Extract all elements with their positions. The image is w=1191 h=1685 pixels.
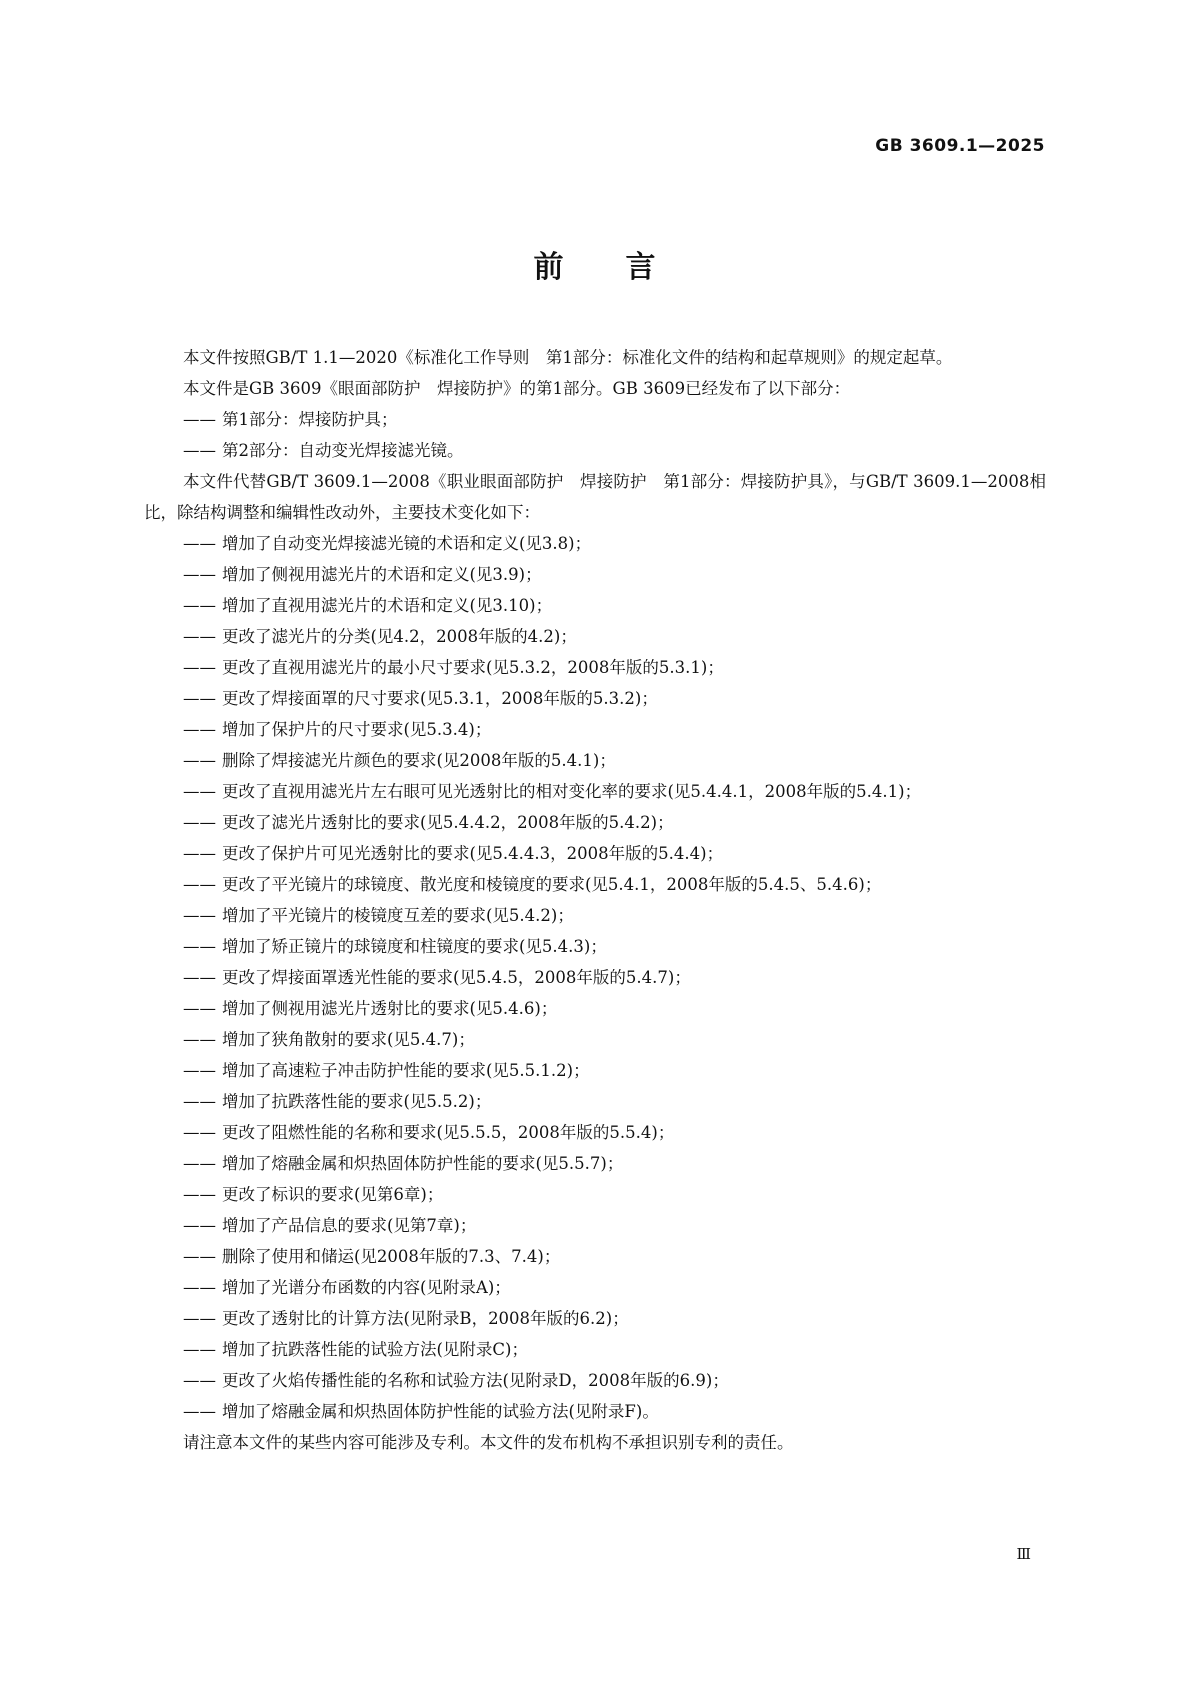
list-item: —— 更改了标识的要求(见第6章)；	[183, 1185, 444, 1204]
paragraph-patent-notice: 请注意本文件的某些内容可能涉及专利。本文件的发布机构不承担识别专利的责任。	[183, 1433, 794, 1452]
list-item: —— 更改了火焰传播性能的名称和试验方法(见附录D，2008年版的6.9)；	[183, 1371, 729, 1390]
title-char-2: 言	[625, 250, 658, 285]
list-item: —— 增加了矫正镜片的球镜度和柱镜度的要求(见5.4.3)；	[183, 937, 607, 956]
list-item: —— 第1部分：焊接防护具；	[183, 410, 398, 429]
list-item: —— 更改了平光镜片的球镜度、散光度和棱镜度的要求(见5.4.1，2008年版的5.4.5、5.4.6)；	[183, 875, 882, 894]
foreword-body	[144, 342, 1046, 1458]
list-item: —— 增加了狭角散射的要求(见5.4.7)；	[183, 1030, 475, 1049]
list-item: —— 增加了高速粒子冲击防护性能的要求(见5.5.1.2)；	[183, 1061, 590, 1080]
paragraph-replacement: 本文件代替GB/T 3609.1—2008《职业眼面部防护 焊接防护 第1部分：焊接防护具》，与GB/T 3609.1—2008相比，除结构调整和编辑性改动外，主要技术变化如下：	[144, 472, 1046, 522]
list-item: —— 增加了产品信息的要求(见第7章)；	[183, 1216, 477, 1235]
title-char-1: 前	[533, 250, 566, 285]
list-item: —— 增加了自动变光焊接滤光镜的术语和定义(见3.8)；	[183, 534, 592, 553]
list-item: —— 更改了滤光片透射比的要求(见5.4.4.2，2008年版的5.4.2)；	[183, 813, 674, 832]
list-item: —— 更改了透射比的计算方法(见附录B，2008年版的6.2)；	[183, 1309, 629, 1328]
list-item: —— 增加了熔融金属和炽热固体防护性能的试验方法(见附录F)。	[183, 1402, 659, 1421]
list-item: —— 第2部分：自动变光焊接滤光镜。	[183, 441, 464, 460]
list-item: —— 更改了阻燃性能的名称和要求(见5.5.5，2008年版的5.5.4)；	[183, 1123, 675, 1142]
list-item: —— 更改了焊接面罩透光性能的要求(见5.4.5，2008年版的5.4.7)；	[183, 968, 691, 987]
page-title	[0, 242, 1191, 286]
standard-code: GB 3609.1—2025	[875, 136, 1045, 156]
list-item: —— 增加了直视用滤光片的术语和定义(见3.10)；	[183, 596, 553, 615]
list-item: —— 更改了直视用滤光片左右眼可见光透射比的相对变化率的要求(见5.4.4.1，2008年版的5.4.1)；	[183, 782, 922, 801]
list-item: —— 删除了焊接滤光片颜色的要求(见2008年版的5.4.1)；	[183, 751, 616, 770]
parts-list	[144, 404, 1046, 466]
list-item: —— 增加了熔融金属和炽热固体防护性能的要求(见5.5.7)；	[183, 1154, 624, 1173]
paragraph-drafting-rules: 本文件按照GB/T 1.1—2020《标准化工作导则 第1部分：标准化文件的结构和起草规则》的规定起草。	[183, 348, 953, 367]
list-item: —— 增加了抗跌落性能的试验方法(见附录C)；	[183, 1340, 528, 1359]
list-item: —— 更改了滤光片的分类(见4.2，2008年版的4.2)；	[183, 627, 577, 646]
list-item: —— 更改了焊接面罩的尺寸要求(见5.3.1，2008年版的5.3.2)；	[183, 689, 658, 708]
list-item: —— 增加了平光镜片的棱镜度互差的要求(见5.4.2)；	[183, 906, 574, 925]
list-item: —— 更改了保护片可见光透射比的要求(见5.4.4.3，2008年版的5.4.4)；	[183, 844, 724, 863]
list-item: —— 增加了侧视用滤光片透射比的要求(见5.4.6)；	[183, 999, 558, 1018]
paragraph-series-intro: 本文件是GB 3609《眼面部防护 焊接防护》的第1部分。GB 3609已经发布了以下部分：	[183, 379, 851, 398]
list-item: —— 增加了侧视用滤光片的术语和定义(见3.9)；	[183, 565, 542, 584]
list-item: —— 增加了保护片的尺寸要求(见5.3.4)；	[183, 720, 492, 739]
list-item: —— 删除了使用和储运(见2008年版的7.3、7.4)；	[183, 1247, 561, 1266]
list-item: —— 增加了光谱分布函数的内容(见附录A)；	[183, 1278, 511, 1297]
changes-list	[144, 528, 1046, 1427]
list-item: —— 更改了直视用滤光片的最小尺寸要求(见5.3.2，2008年版的5.3.1)；	[183, 658, 724, 677]
page-number: Ⅲ	[1016, 1545, 1031, 1563]
list-item: —— 增加了抗跌落性能的要求(见5.5.2)；	[183, 1092, 492, 1111]
